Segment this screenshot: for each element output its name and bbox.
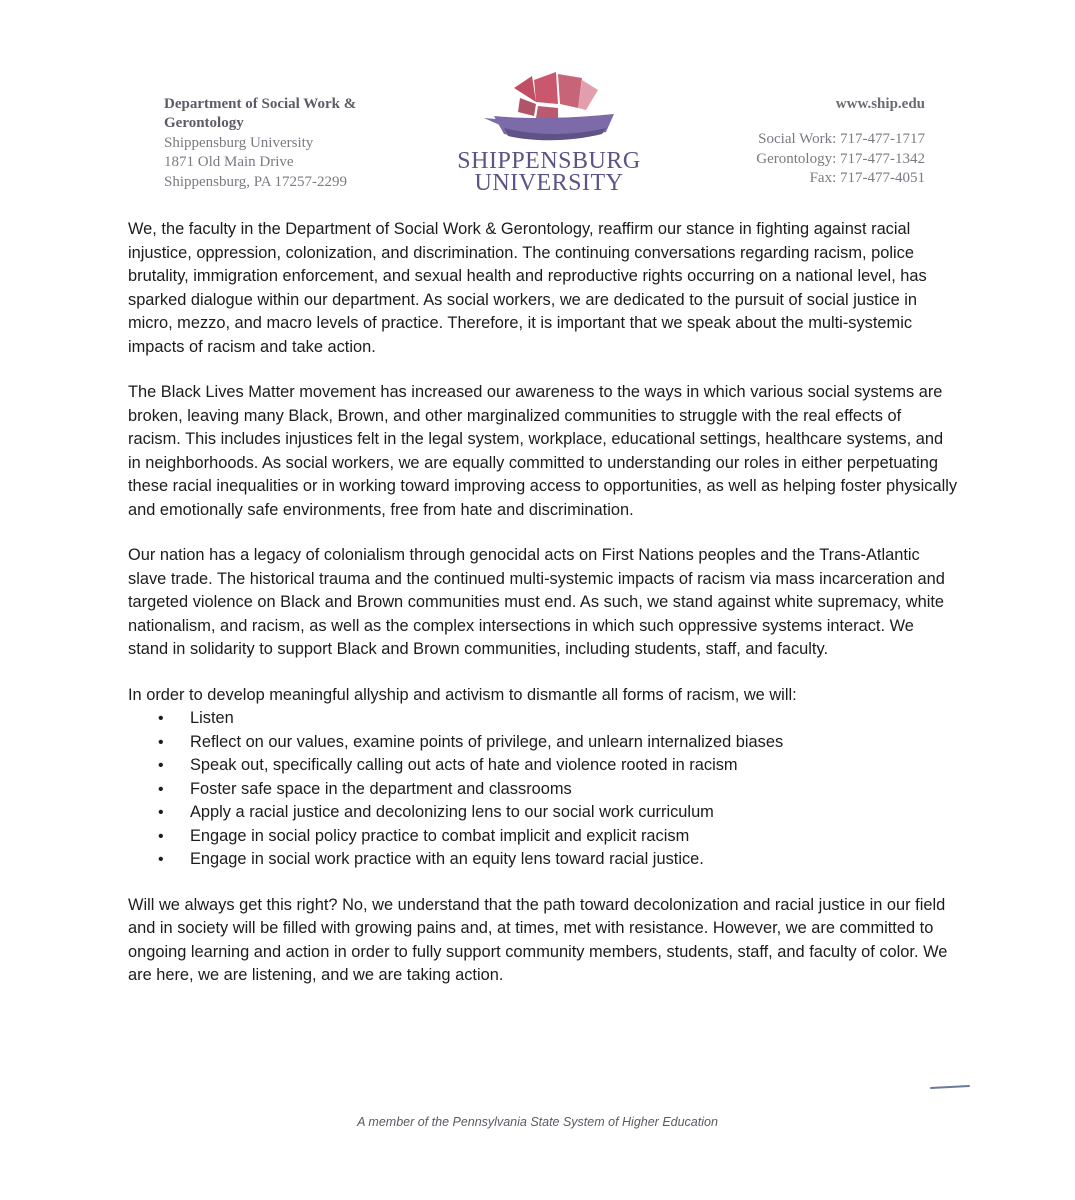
list-item: • Apply a racial justice and decolonizing lens to our social work curriculum bbox=[128, 801, 958, 825]
website-link[interactable]: www.ship.edu bbox=[835, 96, 925, 112]
contact-line bbox=[665, 150, 925, 169]
contact-number: 717-477-4051 bbox=[840, 170, 925, 187]
list-item: • Foster safe space in the department and classrooms bbox=[128, 778, 958, 802]
list-item: • Speak out, specifically calling out acts of hate and violence rooted in racism bbox=[128, 754, 958, 778]
contact-line bbox=[665, 169, 925, 188]
ship-logo-icon bbox=[474, 68, 624, 146]
list-intro: In order to develop meaningful allyship and activism to dismantle all forms of racism, we will: bbox=[128, 685, 797, 704]
contact-label: Gerontology: bbox=[756, 150, 837, 167]
list-item: • Reflect on our values, examine points of privilege, and unlearn internalized biases bbox=[128, 731, 958, 755]
department-name: Department of Social Work & Gerontology bbox=[164, 96, 357, 132]
logo-wordmark-line2: UNIVERSITY bbox=[474, 170, 624, 196]
letter-body bbox=[128, 218, 958, 1010]
list-item: • Engage in social work practice with an equity lens toward racial justice. bbox=[128, 848, 958, 872]
paragraph: Will we always get this right? No, we understand that the path toward decolonization and racial justice in our field and in society will be filled with growing pains and, at times, met with resistance. However, we are committed to ongoing learning and action in order to fully support community members, students, staff, and faculty of color. We are here, we are listening, and we are taking action. bbox=[128, 895, 948, 984]
logo-wordmark-line1: SHIPPENSBURG bbox=[457, 148, 641, 174]
list-item: • Engage in social policy practice to combat implicit and explicit racism bbox=[128, 825, 958, 849]
list-item: • Listen bbox=[128, 707, 958, 731]
paragraph: The Black Lives Matter movement has increased our awareness to the ways in which various social systems are broken, leaving many Black, Brown, and other marginalized communities to struggle with the real effects of racism. This includes injustices felt in the legal system, workplace, educational settings, healthcare systems, and in neighborhoods. As social workers, we are equally committed to understanding our roles in either perpetuating these racial inequalities or in working toward improving access to opportunities, as well as helping foster physically and emotionally safe environments, free from hate and discrimination. bbox=[128, 383, 958, 519]
contact-line bbox=[665, 130, 925, 149]
address-line: Shippensburg, PA 17257-2299 bbox=[164, 173, 347, 190]
department-address-block bbox=[164, 95, 424, 192]
university-logo bbox=[444, 68, 654, 198]
paragraph: We, the faculty in the Department of Social Work & Gerontology, reaffirm our stance in fighting against racial injustice, oppression, colonization, and discrimination. The continuing conversations regarding racism, police brutality, immigration enforcement, and sexual health and reproductive rights occurring on a national level, has sparked dialogue within our department. As social workers, we are dedicated to the pursuit of social justice in micro, mezzo, and macro levels of practice. Therefore, it is important that we speak about the multi-systemic impacts of racism and take action. bbox=[128, 220, 927, 356]
address-line: 1871 Old Main Drive bbox=[164, 154, 294, 171]
contact-label: Fax: bbox=[809, 170, 837, 187]
footer-text: A member of the Pennsylvania State System of Higher Education bbox=[357, 1115, 718, 1129]
contact-label: Social Work: bbox=[758, 131, 837, 148]
commitments-list bbox=[128, 707, 958, 872]
address-line: Shippensburg University bbox=[164, 134, 314, 151]
paragraph: Our nation has a legacy of colonialism through genocidal acts on First Nations peoples and the Trans-Atlantic slave trade. The historical trauma and the continued multi-systemic impacts of racism via mass incarceration and targeted violence on Black and Brown communities must end. As such, we stand against white supremacy, white nationalism, and racism, as well as the complex intersections in which such oppressive systems interact. We stand in solidarity to support Black and Brown communities, including students, staff, and faculty. bbox=[128, 546, 945, 658]
contact-number: 717-477-1717 bbox=[840, 131, 925, 148]
scan-mark bbox=[930, 1085, 970, 1089]
contact-number: 717-477-1342 bbox=[840, 150, 925, 167]
contact-block bbox=[665, 95, 925, 189]
